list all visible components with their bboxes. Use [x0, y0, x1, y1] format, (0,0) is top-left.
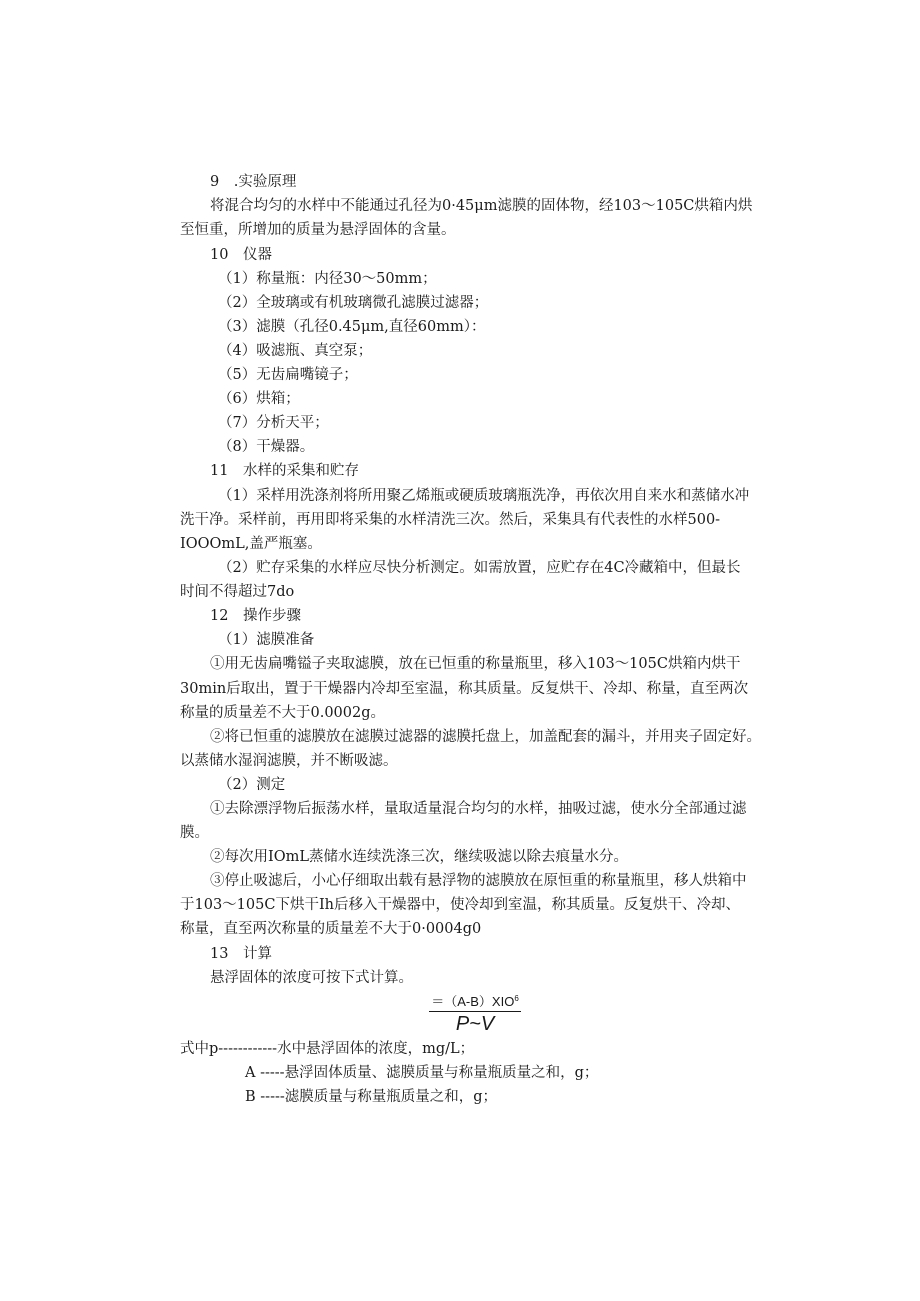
section-13-heading: 13 计算	[210, 946, 272, 962]
calculation-intro: 悬浮固体的浓度可按下式计算。	[210, 970, 413, 986]
section-11-heading: 11 水样的采集和贮存	[210, 463, 359, 479]
step-2a-line-2: 膜。	[180, 825, 209, 841]
formula-numerator-text: ＝（A-B）XIO	[431, 994, 515, 1009]
formula-denominator: P~V	[455, 1013, 495, 1035]
principle-line-1: 将混合均匀的水样中不能通过孔径为0·45μm滤膜的固体物，经103～105C烘箱内烘	[210, 198, 753, 214]
apparatus-item-8: （8）干燥器。	[218, 439, 315, 455]
apparatus-item-4: （4）吸滤瓶、真空泵；	[218, 343, 373, 359]
formula-numerator	[429, 994, 521, 1012]
step-2c-line-2: 于103～105C下烘干Ih后移入干燥器中，使冷却到室温，称其质量。反复烘干、冷却、	[180, 897, 741, 913]
apparatus-item-6: （6）烘箱；	[218, 391, 300, 407]
section-12-heading: 12 操作步骤	[210, 608, 301, 624]
step-2-heading: （2）测定	[218, 777, 286, 793]
legend-p: 式中p------------水中悬浮固体的浓度，mg/L；	[180, 1041, 475, 1057]
step-2b-line-1: ②每次用IOmL蒸储水连续洗涤三次，继续吸滤以除去痕量水分。	[210, 849, 628, 865]
apparatus-item-7: （7）分析天平；	[218, 415, 329, 431]
concentration-formula	[0, 994, 920, 1036]
section-9-heading: 9 .实验原理	[210, 174, 297, 190]
formula-fraction	[429, 994, 521, 1036]
sampling-para-1-line-3: IOOOmL,盖严瓶塞。	[180, 536, 322, 552]
step-2c-line-1: ③停止吸滤后，小心仔细取出载有悬浮物的滤膜放在原恒重的称量瓶里，移人烘箱中	[210, 873, 747, 889]
sampling-para-2-line-1: （2）贮存采集的水样应尽快分析测定。如需放置，应贮存在4C冷藏箱中，但最长	[218, 560, 741, 576]
formula-exponent: 6	[514, 994, 519, 1003]
apparatus-item-1: （1）称量瓶：内径30～50mm；	[218, 271, 437, 287]
step-1a-line-3: 称量的质量差不大于0.0002g。	[180, 705, 386, 721]
sampling-para-2-line-2: 时间不得超过7do	[180, 584, 295, 600]
legend-a: A -----悬浮固体质量、滤膜质量与称量瓶质量之和，g；	[245, 1065, 599, 1081]
step-1-heading: （1）滤膜准备	[218, 632, 315, 648]
step-2c-line-3: 称量，直至两次称量的质量差不大于0·0004g0	[180, 921, 482, 937]
step-1b-line-1: ②将已恒重的滤膜放在滤膜过滤器的滤膜托盘上，加盖配套的漏斗，并用夹子固定好。	[210, 729, 761, 745]
apparatus-item-5: （5）无齿扁嘴镜子；	[218, 367, 358, 383]
step-2a-line-1: ①去除漂浮物后振荡水样，量取适量混合均匀的水样，抽吸过滤，使水分全部通过滤	[210, 801, 747, 817]
apparatus-item-2: （2）全玻璃或有机玻璃微孔滤膜过滤器；	[218, 295, 489, 311]
sampling-para-1-line-2: 洗干净。采样前，再用即将采集的水样清洗三次。然后，采集具有代表性的水样500-	[180, 512, 721, 528]
step-1a-line-2: 30min后取出，置于干燥器内冷却至室温，称其质量。反复烘干、冷却、称量，直至两次	[180, 681, 749, 697]
legend-b: B -----滤膜质量与称量瓶质量之和，g；	[245, 1089, 498, 1105]
step-1b-line-2: 以蒸储水湿润滤膜，并不断吸滤。	[180, 753, 398, 769]
section-10-heading: 10 仪器	[210, 247, 272, 263]
step-1a-line-1: ①用无齿扁嘴镒子夹取滤膜，放在已恒重的称量瓶里，移入103～105C烘箱内烘干	[210, 656, 741, 672]
principle-line-2: 至恒重，所增加的质量为悬浮固体的含量。	[180, 222, 456, 238]
apparatus-item-3: （3）滤膜（孔径0.45μm,直径60mm）：	[218, 319, 486, 335]
sampling-para-1-line-1: （1）采样用洗涤剂将所用聚乙烯瓶或硬质玻璃瓶洗净，再依次用自来水和蒸储水冲	[218, 488, 750, 504]
